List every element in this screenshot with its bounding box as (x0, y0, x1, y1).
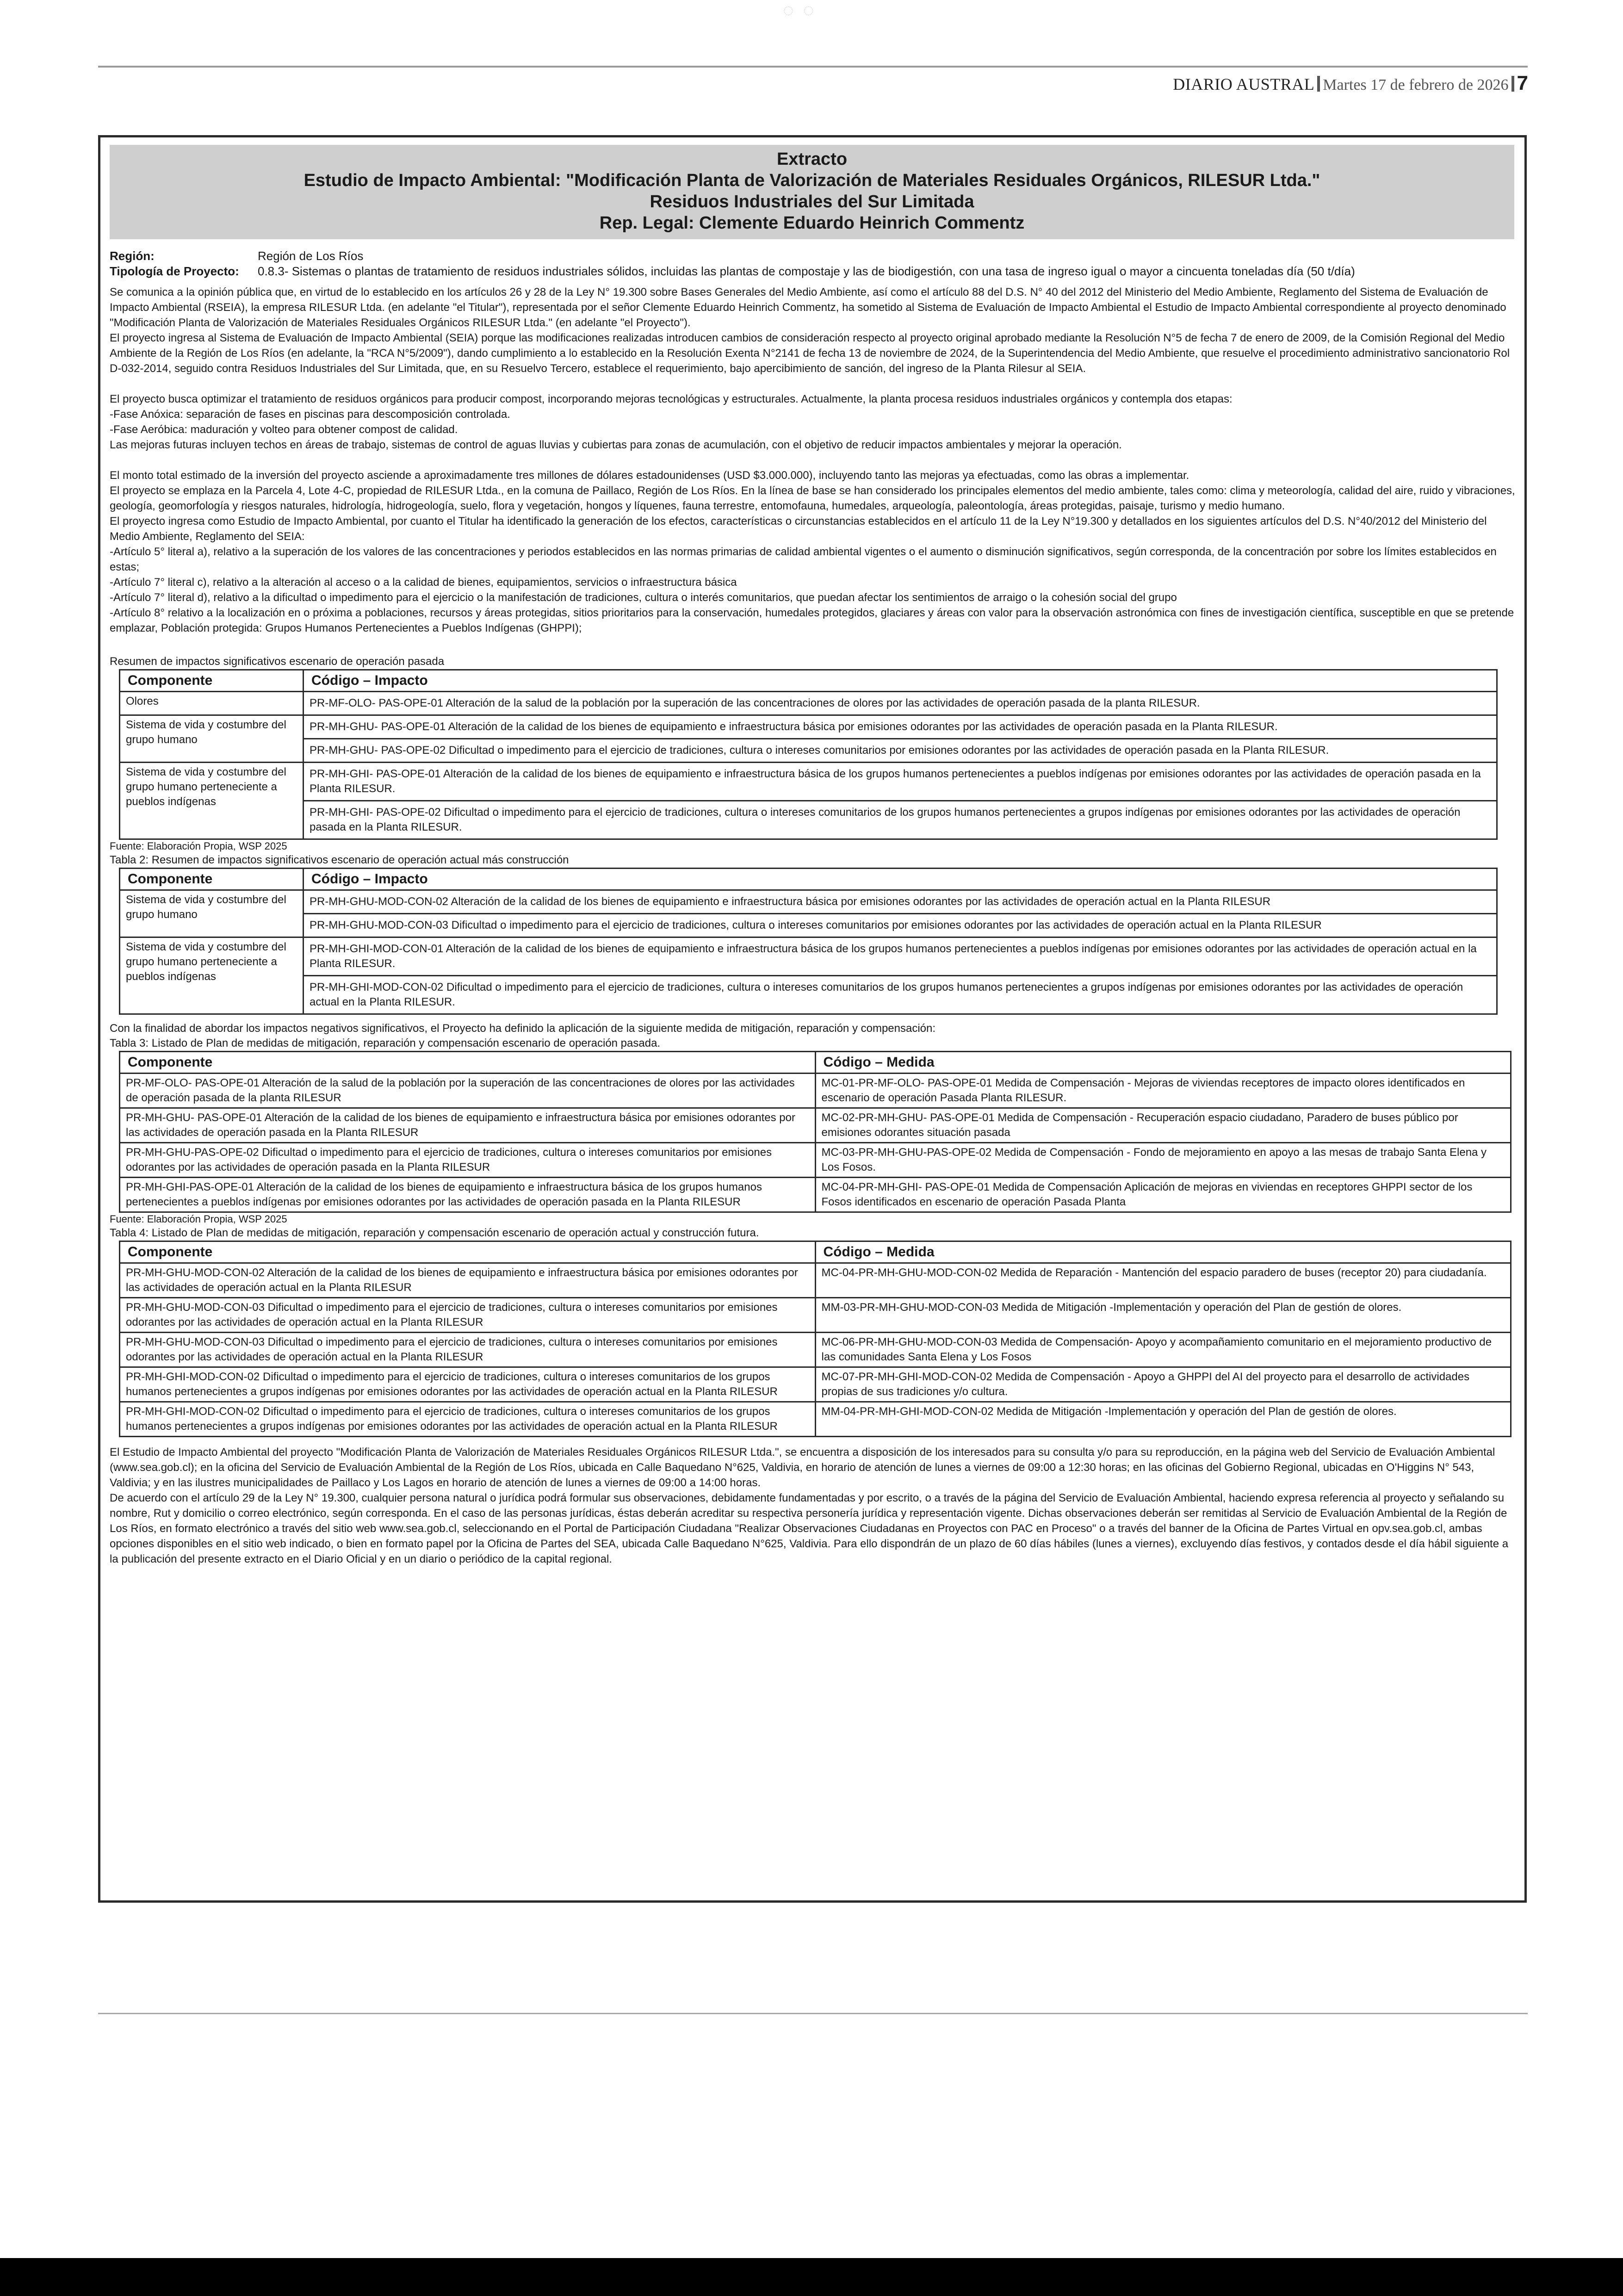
component-cell: PR-MH-GHU-MOD-CON-03 Dificultad o impedimento para el ejercicio de tradiciones, cultura o intereses comunitarios por emisiones odorantes por las actividades de operación actual en la Planta RILESUR (120, 1298, 816, 1333)
component-cell: PR-MH-GHI-MOD-CON-02 Dificultad o impedimento para el ejercicio de tradiciones, cultura o intereses comunitarios de los grupos humanos pertenecientes a grupos indígenas por emisiones odorantes por las actividades de operación actual en la Planta RILESUR (120, 1402, 816, 1437)
footer-rule (98, 2013, 1528, 2014)
measure-cell: MC-04-PR-MH-GHI- PAS-OPE-01 Medida de Compensación Aplicación de mejoras en viviendas en receptores GHPPI sector de los Fosos identificados en escenario de operación Pasada Planta (815, 1178, 1511, 1212)
purpose-paragraph: Las mejoras futuras incluyen techos en áreas de trabajo, sistemas de control de aguas lluvias y cubiertas para zonas de acumulación, con el objetivo de reducir impactos ambientales y mejorar la operación. (110, 439, 1122, 451)
table2-title: Tabla 2: Resumen de impactos significativos escenario de operación actual más construcción (110, 854, 569, 866)
table-row (120, 715, 1497, 739)
column-header: Código – Medida (815, 1241, 1511, 1263)
table-row (120, 976, 1497, 1014)
impact-cell: PR-MH-GHU- PAS-OPE-02 Dificultad o impedimento para el ejercicio de tradiciones, cultura o intereses comunitarios por emisiones odorantes por las actividades de operación pasada en la Planta RILESUR. (304, 739, 1497, 763)
measure-cell: MM-04-PR-MH-GHI-MOD-CON-02 Medida de Mitigación -Implementación y operación del Plan de gestión de olores. (815, 1402, 1511, 1437)
impact-cell: PR-MF-OLO- PAS-OPE-01 Alteración de la salud de la población por la superación de las concentraciones de olores por las actividades de operación pasada de la planta RILESUR. (304, 692, 1497, 715)
details-paragraph: El proyecto ingresa como Estudio de Impacto Ambiental, por cuanto el Titular ha identificado la generación de los efectos, características o circunstancias establecidos en el artículo 11 de la Ley N°19.300 y detallados en los siguientes artículos del D.S. N°40/2012 del Ministerio del Medio Ambiente, Reglamento del SEIA: (110, 515, 1487, 543)
component-cell: Sistema de vida y costumbre del grupo humano (120, 890, 304, 937)
component-cell: Sistema de vida y costumbre del grupo humano perteneciente a pueblos indígenas (120, 937, 304, 1014)
header-legal-rep: Rep. Legal: Clemente Eduardo Heinrich Commentz (599, 213, 1025, 233)
table3-title: Tabla 3: Listado de Plan de medidas de mitigación, reparación y compensación escenario de operación pasada. (110, 1037, 661, 1049)
column-header: Componente (120, 869, 304, 890)
bottom-bar (0, 2258, 1623, 2296)
component-cell: Sistema de vida y costumbre del grupo humano perteneciente a pueblos indígenas (120, 763, 304, 839)
scroll-indicator: ◌◌ (783, 0, 824, 20)
masthead (1173, 72, 1528, 95)
tipologia-value: 0.8.3- Sistemas o plantas de tratamiento de residuos industriales sólidos, incluidas las plantas de compostaje y las de biodigestión, con una tasa de ingreso igual o mayor a cincuenta toneladas día (50 t/día) (258, 264, 1355, 278)
table-source: Fuente: Elaboración Propia, WSP 2025 (110, 1213, 287, 1225)
purpose-paragraph: -Fase Aeróbica: maduración y volteo para obtener compost de calidad. (110, 423, 458, 436)
measure-cell: MC-01-PR-MF-OLO- PAS-OPE-01 Medida de Compensación - Mejoras de viviendas receptores de impacto olores identificados en escenario de operación Pasada Planta RILESUR. (815, 1074, 1511, 1108)
measure-cell: MC-02-PR-MH-GHU- PAS-OPE-01 Medida de Compensación - Recuperación espacio ciudadano, Paradero de buses público por emisiones odorantes situación pasada (815, 1108, 1511, 1143)
newspaper-name: DIARIO AUSTRAL (1173, 75, 1315, 93)
table-row (120, 801, 1497, 839)
impact-cell: PR-MH-GHU- PAS-OPE-01 Alteración de la calidad de los bienes de equipamiento e infraestructura básica por emisiones odorantes por las actividades de operación pasada en la Planta RILESUR. (304, 715, 1497, 739)
component-cell: PR-MH-GHU- PAS-OPE-01 Alteración de la calidad de los bienes de equipamiento e infraestructura básica por emisiones odorantes por las actividades de operación pasada en la Planta RILESUR (120, 1108, 816, 1143)
table-row (120, 1108, 1511, 1143)
legal-notice (98, 135, 1527, 1903)
closing-paragraph: El Estudio de Impacto Ambiental del proyecto "Modificación Planta de Valorización de Materiales Residuales Orgánicos RILESUR Ltda.", se encuentra a disposición de los interesados para su consulta y/o para su reproducción, en la página web del Servicio de Evaluación Ambiental (www.sea.gob.cl); en la oficina del Servicio de Evaluación Ambiental de la Región de Los Ríos, ubicada en Calle Baquedano N°625, Valdivia, en horario de atención de lunes a viernes de 09:00 a 12:30 horas; en las oficinas del Gobierno Regional, ubicadas en O'Higgins N° 543, Valdivia; y en las ilustres municipalidades de Paillaco y Los Lagos en horario de atención de lunes a viernes de 09:00 a 14:00 horas. (110, 1446, 1495, 1489)
table1-title: Resumen de impactos significativos escenario de operación pasada (110, 655, 445, 668)
page-number: 7 (1517, 72, 1528, 94)
table-row (120, 763, 1497, 801)
table-header-row (120, 1052, 1511, 1074)
region-label: Región: (110, 249, 155, 263)
table4-title: Tabla 4: Listado de Plan de medidas de mitigación, reparación y compensación escenario de operación actual y construcción futura. (110, 1227, 759, 1239)
table-row (120, 937, 1497, 976)
top-rule (98, 66, 1528, 68)
component-cell: PR-MH-GHI-MOD-CON-02 Dificultad o impedimento para el ejercicio de tradiciones, cultura o intereses comunitarios de los grupos humanos pertenecientes a grupos indígenas por emisiones odorantes por las actividades de operación actual en la Planta RILESUR (120, 1367, 816, 1402)
notice-header (110, 145, 1514, 239)
impact-cell: PR-MH-GHI- PAS-OPE-02 Dificultad o impedimento para el ejercicio de tradiciones, cultura o intereses comunitarios de los grupos humanos pertenecientes a grupos indígenas por emisiones odorantes por las actividades de operación pasada en la Planta RILESUR. (304, 801, 1497, 839)
details-paragraph: -Artículo 5° literal a), relativo a la superación de los valores de las concentraciones y periodos establecidos en las normas primarias de calidad ambiental vigentes o el aumento o disminución significativos, según corresponda, de la concentración por sobre los límites establecidos en estas; (110, 546, 1497, 573)
measure-cell: MC-03-PR-MH-GHU-PAS-OPE-02 Medida de Compensación - Fondo de mejoramiento en apoyo a las mesas de trabajo Santa Elena y Los Fosos. (815, 1143, 1511, 1178)
column-header: Componente (120, 1241, 816, 1263)
component-cell: Olores (120, 692, 304, 715)
measure-cell: MM-03-PR-MH-GHU-MOD-CON-03 Medida de Mitigación -Implementación y operación del Plan de gestión de olores. (815, 1298, 1511, 1333)
table2 (119, 868, 1498, 1015)
tipologia-row (110, 264, 1516, 279)
table-header-row (120, 670, 1497, 692)
intro-paragraph: El proyecto ingresa al Sistema de Evaluación de Impacto Ambiental (SEIA) porque las modificaciones realizadas introducen cambios de consideración respecto al proyecto original aprobado mediante la Resolución N°5 de fecha 7 de enero de 2009, de la Comisión Regional del Medio Ambiente de la Región de Los Ríos (en adelante, la "RCA N°5/2009"), dando cumplimiento a lo establecido en la Resolución Exenta N°2141 de fecha 13 de noviembre de 2024, de la Superintendencia del Medio Ambiente, que resuelve el procedimiento administrativo sancionatorio Rol D-032-2014, seguido contra Residuos Industriales del Sur Limitada, que, en su Resuelvo Tercero, establece el requerimiento, bajo apercibimiento de sanción, del ingreso de la Planta Rilesur al SEIA. (110, 332, 1510, 375)
details-paragraph: -Artículo 7° literal d), relativo a la dificultad o impedimento para el ejercicio o la manifestación de tradiciones, cultura o interés comunitarios, que puedan afectar los sentimientos de arraigo o la cohesión social del grupo (110, 591, 1177, 604)
table-header-row (120, 869, 1497, 890)
purpose-paragraph: El proyecto busca optimizar el tratamiento de residuos orgánicos para producir compost, incorporando mejoras tecnológicas y estructurales. Actualmente, la planta procesa residuos industriales orgánicos y contempla dos etapas: (110, 393, 1233, 405)
header-study-title: Estudio de Impacto Ambiental: "Modificación Planta de Valorización de Materiales Residuales Orgánicos, RILESUR Ltda." (304, 171, 1320, 190)
column-header: Código – Impacto (304, 869, 1497, 890)
table-row (120, 1263, 1511, 1298)
component-cell: Sistema de vida y costumbre del grupo humano (120, 715, 304, 763)
table4 (119, 1241, 1511, 1437)
tipologia-label: Tipología de Proyecto: (110, 264, 239, 278)
column-header: Componente (120, 670, 304, 692)
measure-cell: MC-06-PR-MH-GHU-MOD-CON-03 Medida de Compensación- Apoyo y acompañamiento comunitario en el mejoramiento productivo de las comunidades Santa Elena y Los Fosos (815, 1333, 1511, 1367)
table-row (120, 1402, 1511, 1437)
details-paragraph: -Artículo 8° relativo a la localización en o próxima a poblaciones, recursos y áreas protegidas, sitios prioritarios para la conservación, humedales protegidos, glaciares y áreas con valor para la observación astronómica con fines de investigación científica, susceptible en que se pretende emplazar, Población protegida: Grupos Humanos Pertenecientes a Pueblos Indígenas (GHPPI); (110, 607, 1514, 634)
details-paragraph: El monto total estimado de la inversión del proyecto asciende a aproximadamente tres millones de dólares estadounidenses (USD $3.000.000), incluyendo tanto las mejoras ya efectuadas, como las obras a implementar. (110, 469, 1189, 482)
table-row (120, 1178, 1511, 1212)
table-source: Fuente: Elaboración Propia, WSP 2025 (110, 840, 287, 852)
details-paragraph: El proyecto se emplaza en la Parcela 4, Lote 4-C, propiedad de RILESUR Ltda., en la comuna de Paillaco, Región de Los Ríos. En la línea de base se han considerado los principales elementos del medio ambiente, tales como: clima y meteorología, calidad del aire, ruido y vibraciones, geología, geomorfología y riesgos naturales, hidrología, hidrogeología, suelo, flora y vegetación, hongos y líquenes, fauna terrestre, entomofauna, humedales, arqueología, paleontología, áreas protegidas, paisaje, turismo y medio humano. (110, 484, 1515, 512)
region-row (110, 248, 1516, 264)
table-row (120, 739, 1497, 763)
impact-cell: PR-MH-GHU-MOD-CON-02 Alteración de la calidad de los bienes de equipamiento e infraestructura básica por emisiones odorantes por las actividades de operación actual en la Planta RILESUR (304, 890, 1497, 914)
table-row (120, 1367, 1511, 1402)
table-row (120, 692, 1497, 715)
column-header: Componente (120, 1052, 816, 1074)
impact-cell: PR-MH-GHU-MOD-CON-03 Dificultad o impedimento para el ejercicio de tradiciones, cultura o intereses comunitarios por emisiones odorantes por las actividades de operación actual en la Planta RILESUR (304, 914, 1497, 937)
purpose-paragraph: -Fase Anóxica: separación de fases en piscinas para descomposición controlada. (110, 408, 510, 421)
region-value: Región de Los Ríos (258, 249, 364, 263)
column-header: Código – Impacto (304, 670, 1497, 692)
impact-cell: PR-MH-GHI- PAS-OPE-01 Alteración de la calidad de los bienes de equipamiento e infraestructura básica de los grupos humanos pertenecientes a pueblos indígenas por emisiones odorantes por las actividades de operación pasada en la Planta RILESUR. (304, 763, 1497, 801)
table-row (120, 1333, 1511, 1367)
component-cell: PR-MH-GHI-PAS-OPE-01 Alteración de la calidad de los bienes de equipamiento e infraestructura básica de los grupos humanos pertenecientes a pueblos indígenas por emisiones odorantes por las actividades de operación pasada en la Planta RILESUR (120, 1178, 816, 1212)
header-company: Residuos Industriales del Sur Limitada (650, 192, 974, 211)
notice-body (110, 248, 1516, 1567)
closing-paragraph: De acuerdo con el artículo 29 de la Ley N° 19.300, cualquier persona natural o jurídica podrá formular sus observaciones, debidamente fundamentadas y por escrito, o a través de la página del Servicio de Evaluación Ambiental, haciendo expresa referencia al proyecto y señalando su nombre, Rut y domicilio o correo electrónico, según corresponda. En el caso de las personas jurídicas, éstas deberán acreditar su respectiva personería jurídica y representación vigente. Dichas observaciones deberán ser remitidas al Servicio de Evaluación Ambiental de la Región de Los Ríos, en formato electrónico a través del sitio web www.sea.gob.cl, seleccionando en el Portal de Participación Ciudadana "Realizar Observaciones Ciudadanas en Proyectos con PAC en Proceso" o a través del banner de la Oficina de Partes Virtual en opv.sea.gob.cl, ambas opciones disponibles en el sitio web indicado, o bien en formato papel por la Oficina de Partes del SEA, ubicada Calle Baquedano N°625, Valdivia. Para ello dispondrán de un plazo de 60 días hábiles (lunes a viernes), excluyendo días festivos, y contados desde el día hábil siguiente a la publicación del presente extracto en el Diario Oficial y en un diario o periódico de la capital regional. (110, 1492, 1509, 1565)
column-header: Código – Medida (815, 1052, 1511, 1074)
measures-intro: Con la finalidad de abordar los impactos negativos significativos, el Proyecto ha definido la aplicación de la siguiente medida de mitigación, reparación y compensación: (110, 1022, 936, 1035)
table-row (120, 890, 1497, 914)
publication-date: Martes 17 de febrero de 2026 (1323, 76, 1509, 93)
component-cell: PR-MH-GHU-MOD-CON-03 Dificultad o impedimento para el ejercicio de tradiciones, cultura o intereses comunitarios por emisiones odorantes por las actividades de operación actual en la Planta RILESUR (120, 1333, 816, 1367)
table1 (119, 669, 1498, 840)
masthead-separator (1511, 76, 1514, 92)
impact-cell: PR-MH-GHI-MOD-CON-01 Alteración de la calidad de los bienes de equipamiento e infraestructura básica de los grupos humanos pertenecientes a pueblos indígenas por emisiones odorantes por las actividades de operación actual en la Planta RILESUR. (304, 937, 1497, 976)
masthead-separator (1317, 76, 1320, 92)
details-paragraph: -Artículo 7° literal c), relativo a la alteración al acceso o a la calidad de bienes, equipamientos, servicios o infraestructura básica (110, 576, 737, 589)
component-cell: PR-MH-GHU-PAS-OPE-02 Dificultad o impedimento para el ejercicio de tradiciones, cultura o intereses comunitarios por emisiones odorantes por las actividades de operación pasada en la Planta RILESUR (120, 1143, 816, 1178)
intro-paragraph: Se comunica a la opinión pública que, en virtud de lo establecido en los artículos 26 y 28 de la Ley N° 19.300 sobre Bases Generales del Medio Ambiente, así como el artículo 88 del D.S. N° 40 del 2012 del Ministerio del Medio Ambiente, Reglamento del Sistema de Evaluación de Impacto Ambiental (RSEIA), la empresa RILESUR Ltda. (en adelante "el Titular"), representada por el señor Clemente Eduardo Heinrich Commentz, ha sometido al Sistema de Evaluación de Impacto Ambiental el Estudio de Impacto Ambiental correspondiente al proyecto denominado "Modificación Planta de Valorización de Materiales Residuales Orgánicos RILESUR Ltda." (en adelante "el Proyecto"). (110, 286, 1506, 329)
table3 (119, 1051, 1511, 1213)
component-cell: PR-MH-GHU-MOD-CON-02 Alteración de la calidad de los bienes de equipamiento e infraestructura básica por emisiones odorantes por las actividades de operación actual en la Planta RILESUR (120, 1263, 816, 1298)
table-header-row (120, 1241, 1511, 1263)
table-row (120, 1298, 1511, 1333)
measure-cell: MC-07-PR-MH-GHI-MOD-CON-02 Medida de Compensación - Apoyo a GHPPI del AI del proyecto para el desarrollo de actividades propias de sus tradiciones y/o cultura. (815, 1367, 1511, 1402)
impact-cell: PR-MH-GHI-MOD-CON-02 Dificultad o impedimento para el ejercicio de tradiciones, cultura o intereses comunitarios de los grupos humanos pertenecientes a grupos indígenas por emisiones odorantes por las actividades de operación actual en la Planta RILESUR. (304, 976, 1497, 1014)
component-cell: PR-MF-OLO- PAS-OPE-01 Alteración de la salud de la población por la superación de las concentraciones de olores por las actividades de operación pasada de la planta RILESUR (120, 1074, 816, 1108)
table-row (120, 1074, 1511, 1108)
table-row (120, 914, 1497, 937)
table-row (120, 1143, 1511, 1178)
measure-cell: MC-04-PR-MH-GHU-MOD-CON-02 Medida de Reparación - Mantención del espacio paradero de buses (receptor 20) para ciudadanía. (815, 1263, 1511, 1298)
header-extracto: Extracto (776, 149, 848, 169)
